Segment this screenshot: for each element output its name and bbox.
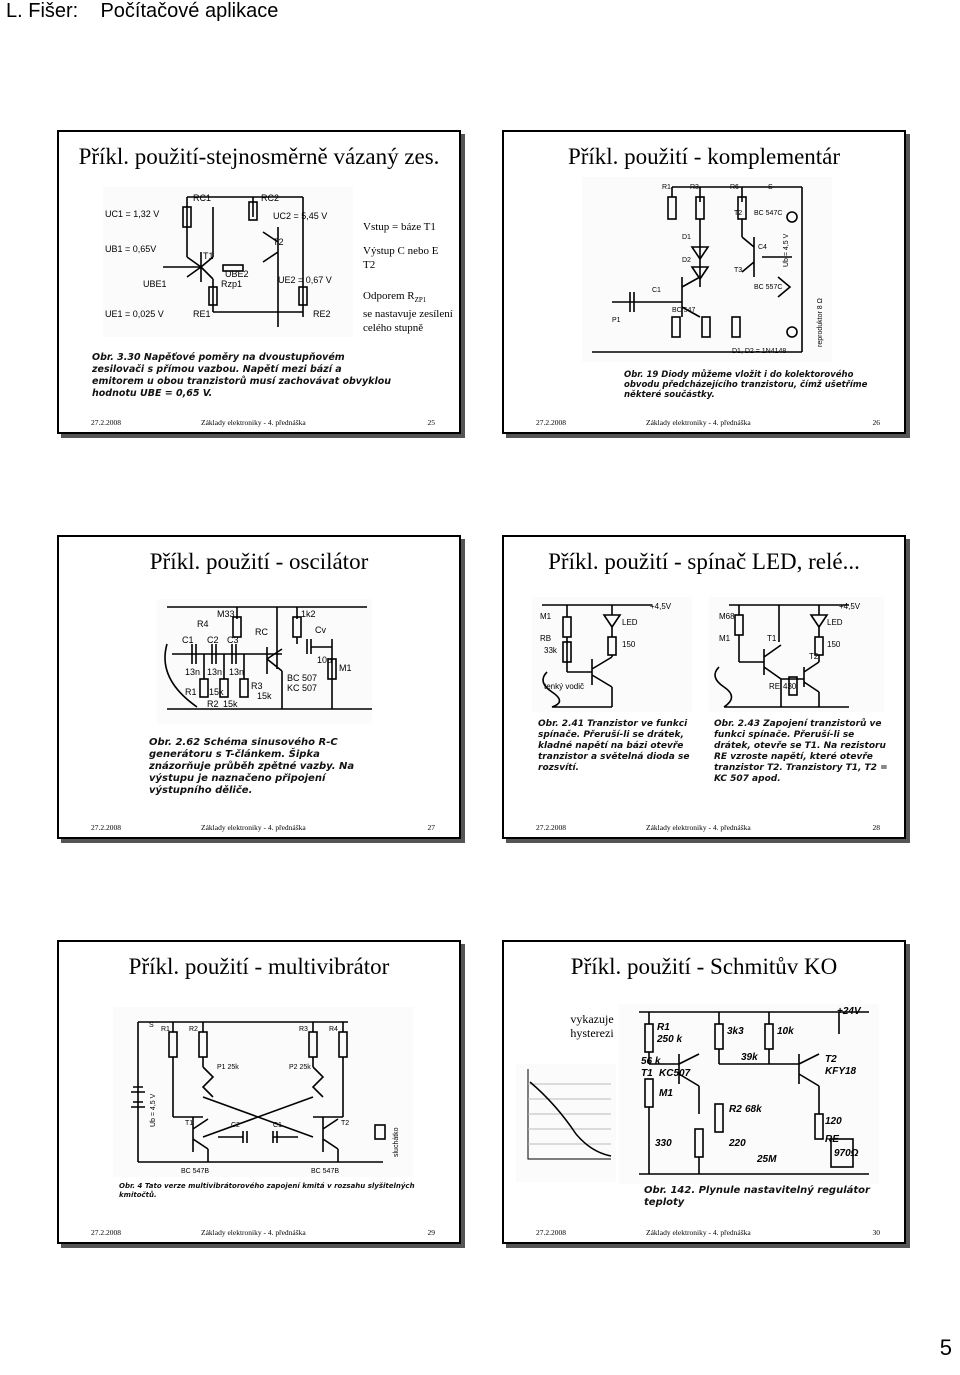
- label-ub1: UB1 = 0,65V: [105, 244, 157, 254]
- figure-caption: Obr. 19 Diody můžeme vložit i do kolektorového obvodu předcházejícího tranzistoru, čímž ušetříme některé součástky.: [624, 370, 868, 400]
- label-150: 150: [622, 640, 636, 649]
- label-uc2: UC2 = 5,45 V: [273, 211, 328, 221]
- slide-title: Příkl. použití - oscilátor: [149, 549, 369, 574]
- label-kfy18: KFY18: [825, 1066, 857, 1077]
- label-t1: T1: [641, 1068, 653, 1079]
- label-150: 150: [827, 640, 841, 649]
- label-r3: R3: [251, 681, 263, 691]
- circuit-figure: [113, 1007, 413, 1177]
- label-cv: Cv: [315, 625, 326, 635]
- label-bc507: BC 507: [287, 673, 318, 683]
- label-rc1: RC1: [193, 193, 212, 203]
- circuit-diagram: [103, 187, 353, 337]
- footer-slide-number: 29: [427, 1228, 435, 1237]
- circuit-diagram: [582, 177, 832, 362]
- label-970: 970Ω: [834, 1148, 859, 1159]
- slide-28: [502, 535, 906, 839]
- footer-date: 27.2.2008: [91, 823, 121, 832]
- note-odporem: [363, 289, 453, 335]
- slide-25: [57, 130, 461, 434]
- label-r6: R6: [730, 184, 739, 191]
- circuit-figure: [582, 177, 832, 362]
- slide-26: [502, 130, 906, 434]
- label-rc: RC: [255, 627, 268, 637]
- label-c2: C2: [207, 635, 219, 645]
- circuit-figure: [619, 1004, 879, 1184]
- label-repro: reproduktor 8 Ω: [817, 298, 824, 347]
- label-t2: T2: [809, 652, 819, 661]
- slide-title: Příkl. použití - multivibrátor: [128, 954, 390, 979]
- label-t1: T1: [767, 634, 777, 643]
- label-ub: Ub = 4,5 V: [150, 1093, 157, 1127]
- label-250k: 250 k: [657, 1034, 683, 1045]
- label-re: RE: [825, 1134, 839, 1145]
- page-header: L. Fišer: Počítačové aplikace: [6, 0, 279, 22]
- label-c1: C1: [182, 635, 194, 645]
- figure-caption-left: Obr. 2.41 Tranzistor ve funkci spínače. Přeruší-li se drátek, kladné napětí na bázi otevře tranzistor a světelná dioda se rozsvítí.: [538, 719, 690, 773]
- label-r1: R1: [657, 1022, 670, 1033]
- label-15k-a: 15k: [209, 687, 224, 697]
- label-led: LED: [622, 618, 638, 627]
- label-45v: +4,5V: [839, 602, 861, 611]
- label-m1: M1: [719, 634, 731, 643]
- label-s: S: [768, 184, 773, 191]
- page-number: 5: [939, 1335, 952, 1360]
- figure-caption: Obr. 4 Tato verze multivibrátorového zapojení kmitá v rozsahu slyšitelných kmitočtů.: [119, 1182, 415, 1199]
- label-bc557c: BC 557C: [754, 284, 783, 291]
- circuit-figure: [103, 187, 353, 337]
- circuit-figure: [157, 599, 372, 724]
- label-24v: +24V: [837, 1006, 861, 1017]
- label-ue2: UE2 = 0,67 V: [278, 275, 332, 285]
- slide-title: Příkl. použití - komplementár: [567, 144, 841, 169]
- footer-date: 27.2.2008: [536, 823, 566, 832]
- footer-slide-number: 26: [872, 418, 880, 427]
- note-vystup: Výstup C nebo E T2: [363, 245, 439, 271]
- label-c1: C1: [273, 1122, 282, 1129]
- footer-slide-number: 27: [427, 823, 435, 832]
- label-25m: 25M: [757, 1154, 777, 1165]
- label-t2: T2: [825, 1054, 837, 1065]
- slide-title: Příkl. použití - spínač LED, relé...: [548, 549, 860, 574]
- label-uc1: UC1 = 1,32 V: [105, 209, 160, 219]
- label-c4: C4: [758, 244, 767, 251]
- label-c3: C3: [227, 635, 239, 645]
- footer-course: Základy elektroniky - 4. přednáška: [201, 1228, 306, 1237]
- label-r4: R4: [329, 1026, 338, 1033]
- footer-date: 27.2.2008: [536, 1228, 566, 1237]
- label-bc547b-1: BC 547B: [181, 1168, 210, 1175]
- label-ube1: UBE1: [143, 279, 167, 289]
- slide-title: Příkl. použití-stejnosměrně vázaný zes.: [78, 144, 440, 169]
- circuit-diagram-right: [709, 597, 884, 712]
- footer-date: 27.2.2008: [91, 1228, 121, 1237]
- label-ube2: UBE2: [225, 269, 249, 279]
- note-odporem-text: Odporem R: [363, 290, 415, 302]
- slide-27: [57, 535, 461, 839]
- label-c1: C1: [652, 287, 661, 294]
- label-13n-b: 13n: [207, 667, 223, 677]
- label-bc547: BC 547: [672, 307, 696, 314]
- label-m68: M68: [719, 612, 735, 621]
- label-220: 220: [729, 1138, 746, 1149]
- label-d2: D2: [682, 257, 691, 264]
- label-15k-c: 15k: [257, 691, 272, 701]
- note-odporem-sub: ZP1: [414, 296, 427, 305]
- note-vstup: Vstup = báze T1: [363, 221, 436, 233]
- label-t2: T2: [734, 210, 743, 217]
- label-d1: D1: [682, 234, 691, 241]
- label-m1: M1: [339, 663, 352, 673]
- figure-caption: Obr. 142. Plynule nastavitelný regulátor teploty: [644, 1185, 870, 1208]
- footer-course: Základy elektroniky - 4. přednáška: [646, 418, 751, 427]
- label-t3: T3: [734, 267, 743, 274]
- figure-caption-right: Obr. 2.43 Zapojení tranzistorů ve funkci spínače. Přeruší-li se drátek, otevře se T1. Na rezistoru RE vzroste napětí, které otevře tranzistor T2. Tranzistory T1, T2 = KC 507 apod.: [714, 719, 888, 784]
- label-tenky-vodic: tenký vodič: [544, 682, 585, 691]
- label-t1: T1: [203, 251, 214, 261]
- label-t1: T1: [185, 1120, 194, 1127]
- label-430: 430: [783, 682, 797, 691]
- label-led: LED: [827, 618, 843, 627]
- figure-caption: Obr. 3.30 Napěťové poměry na dvoustupňovém zesilovači s přímou vazbou. Napětí mezi bází a emitorem u obou tranzistorů musí zachovávat obvyklou hodnotu UBE = 0,65 V.: [92, 352, 392, 399]
- footer-slide-number: 25: [427, 418, 435, 427]
- label-39k: 39k: [741, 1052, 758, 1063]
- label-bc547c: BC 547C: [754, 210, 783, 217]
- label-m1: M1: [540, 612, 552, 621]
- footer-course: Základy elektroniky - 4. přednáška: [646, 823, 751, 832]
- note-hystereze: vykazuje hysterezi: [570, 1012, 614, 1040]
- circuit-figure-left: [532, 597, 692, 712]
- label-r2: R2: [189, 1026, 198, 1033]
- label-13n-c: 13n: [229, 667, 245, 677]
- label-45v: +4,5V: [650, 602, 672, 611]
- label-r2: R2: [207, 699, 219, 709]
- label-t2: T2: [273, 237, 284, 247]
- label-r2: R2: [729, 1104, 742, 1115]
- label-r3: R3: [299, 1026, 308, 1033]
- footer-course: Základy elektroniky - 4. přednáška: [201, 418, 306, 427]
- label-15k-b: 15k: [223, 699, 238, 709]
- label-rc2: RC2: [261, 193, 280, 203]
- label-re2: RE2: [313, 309, 331, 319]
- footer-course: Základy elektroniky - 4. přednáška: [646, 1228, 751, 1237]
- label-sluchatko: sluchátko: [393, 1127, 400, 1157]
- label-330: 330: [655, 1138, 672, 1149]
- label-bc547b-2: BC 547B: [311, 1168, 340, 1175]
- label-r1: R1: [185, 687, 197, 697]
- circuit-figure-right: [709, 597, 884, 712]
- label-33k: 33k: [544, 646, 557, 655]
- label-rb: RB: [540, 634, 552, 643]
- label-p1: P1: [612, 317, 621, 324]
- label-10k: 10k: [777, 1026, 794, 1037]
- footer-slide-number: 30: [872, 1228, 880, 1237]
- label-68k: 68k: [745, 1104, 762, 1115]
- slide-29: [57, 940, 461, 1244]
- label-ue1: UE1 = 0,025 V: [105, 309, 164, 319]
- footer-date: 27.2.2008: [536, 418, 566, 427]
- label-120: 120: [825, 1116, 842, 1127]
- label-kc507: KC 507: [287, 683, 318, 693]
- circuit-diagram: [157, 599, 372, 724]
- label-s: S: [149, 1022, 154, 1029]
- label-m33: M33: [217, 609, 235, 619]
- thermistor-graph: [516, 1064, 616, 1182]
- label-1k2: 1k2: [301, 609, 316, 619]
- label-r4: R4: [197, 619, 209, 629]
- label-d12: D1, D2 = 1N4148: [732, 348, 787, 355]
- label-rzp1: Rzp1: [221, 279, 243, 289]
- circuit-diagram: [113, 1007, 413, 1177]
- label-ub: Ub = 4,5 V: [783, 233, 790, 267]
- label-3k3: 3k3: [727, 1026, 744, 1037]
- label-10u: 10μ: [317, 655, 333, 665]
- label-r3: R3: [690, 184, 699, 191]
- graph-figure: [516, 1064, 616, 1182]
- label-m1: M1: [659, 1088, 673, 1099]
- label-re: RE: [769, 682, 781, 691]
- slide-30: [502, 940, 906, 1244]
- label-c2: C2: [231, 1122, 240, 1129]
- circuit-diagram: [619, 1004, 879, 1184]
- label-kc507: KC507: [659, 1068, 691, 1079]
- footer-date: 27.2.2008: [91, 418, 121, 427]
- label-13n-a: 13n: [185, 667, 201, 677]
- figure-caption: Obr. 2.62 Schéma sinusového R-C generátoru s T-článkem. Šipka znázorňuje průběh zpětné vazby. Na výstupu je naznačeno připojení výstupního děliče.: [149, 737, 355, 796]
- note-odporem-rest: se nastavuje zesílení celého stupně: [363, 308, 453, 335]
- footer-course: Základy elektroniky - 4. přednáška: [201, 823, 306, 832]
- label-t2: T2: [341, 1120, 350, 1127]
- label-re1: RE1: [193, 309, 211, 319]
- label-p1: P1 25k: [217, 1064, 239, 1071]
- label-r1: R1: [662, 184, 671, 191]
- label-p2: P2 25k: [289, 1064, 311, 1071]
- footer-slide-number: 28: [872, 823, 880, 832]
- label-56k: 56 k: [641, 1056, 661, 1067]
- slide-title: Příkl. použití - Schmitův KO: [570, 954, 838, 979]
- circuit-diagram-left: [532, 597, 692, 712]
- label-r1: R1: [161, 1026, 170, 1033]
